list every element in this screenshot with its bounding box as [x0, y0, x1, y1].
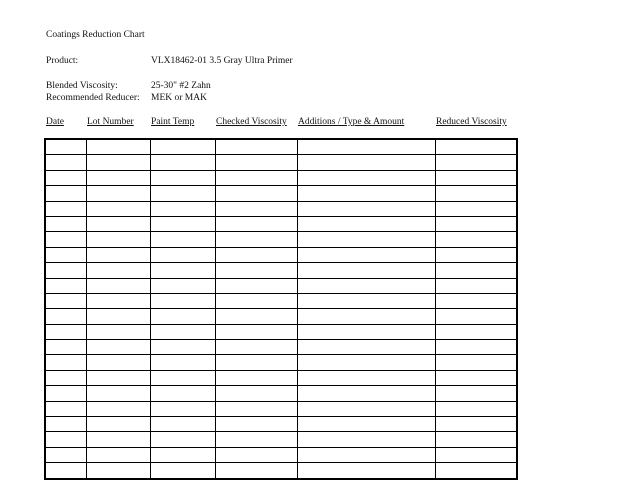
- table-row: [45, 417, 517, 432]
- cell-additions[interactable]: [297, 386, 435, 401]
- cell-lot-number[interactable]: [86, 278, 150, 293]
- cell-paint-temp[interactable]: [150, 216, 215, 231]
- cell-lot-number[interactable]: [86, 417, 150, 432]
- cell-checked-viscosity[interactable]: [215, 201, 297, 216]
- cell-checked-viscosity[interactable]: [215, 370, 297, 385]
- cell-reduced-viscosity[interactable]: [435, 401, 517, 416]
- cell-paint-temp[interactable]: [150, 463, 215, 479]
- cell-paint-temp[interactable]: [150, 201, 215, 216]
- cell-paint-temp[interactable]: [150, 355, 215, 370]
- table-row: [45, 201, 517, 216]
- cell-additions[interactable]: [297, 370, 435, 385]
- product-value: VLX18462-01 3.5 Gray Ultra Primer: [151, 56, 293, 66]
- table-row: [45, 309, 517, 324]
- cell-reduced-viscosity[interactable]: [435, 447, 517, 462]
- cell-additions[interactable]: [297, 216, 435, 231]
- cell-reduced-viscosity[interactable]: [435, 309, 517, 324]
- cell-checked-viscosity[interactable]: [215, 170, 297, 185]
- cell-paint-temp[interactable]: [150, 170, 215, 185]
- cell-reduced-viscosity[interactable]: [435, 247, 517, 262]
- cell-reduced-viscosity[interactable]: [435, 232, 517, 247]
- cell-date[interactable]: [45, 463, 86, 479]
- product-label: Product:: [46, 56, 79, 66]
- cell-date[interactable]: [45, 340, 86, 355]
- cell-date[interactable]: [45, 447, 86, 462]
- cell-checked-viscosity[interactable]: [215, 293, 297, 308]
- cell-date[interactable]: [45, 324, 86, 339]
- cell-checked-viscosity[interactable]: [215, 417, 297, 432]
- cell-date[interactable]: [45, 232, 86, 247]
- cell-additions[interactable]: [297, 186, 435, 201]
- cell-checked-viscosity[interactable]: [215, 186, 297, 201]
- column-header-paint-temp: Paint Temp: [151, 117, 195, 127]
- cell-paint-temp[interactable]: [150, 309, 215, 324]
- cell-reduced-viscosity[interactable]: [435, 216, 517, 231]
- cell-lot-number[interactable]: [86, 355, 150, 370]
- cell-additions[interactable]: [297, 463, 435, 479]
- cell-additions[interactable]: [297, 309, 435, 324]
- table-row: [45, 447, 517, 462]
- cell-lot-number[interactable]: [86, 186, 150, 201]
- cell-date[interactable]: [45, 263, 86, 278]
- cell-paint-temp[interactable]: [150, 247, 215, 262]
- cell-reduced-viscosity[interactable]: [435, 386, 517, 401]
- cell-additions[interactable]: [297, 324, 435, 339]
- cell-checked-viscosity[interactable]: [215, 355, 297, 370]
- cell-checked-viscosity[interactable]: [215, 278, 297, 293]
- cell-paint-temp[interactable]: [150, 263, 215, 278]
- cell-checked-viscosity[interactable]: [215, 324, 297, 339]
- table-row: [45, 247, 517, 262]
- cell-checked-viscosity[interactable]: [215, 340, 297, 355]
- cell-lot-number[interactable]: [86, 170, 150, 185]
- cell-reduced-viscosity[interactable]: [435, 139, 517, 155]
- cell-date[interactable]: [45, 370, 86, 385]
- cell-paint-temp[interactable]: [150, 447, 215, 462]
- cell-reduced-viscosity[interactable]: [435, 201, 517, 216]
- column-header-additions: Additions / Type & Amount: [298, 117, 405, 127]
- table-row: [45, 340, 517, 355]
- cell-additions[interactable]: [297, 170, 435, 185]
- cell-checked-viscosity[interactable]: [215, 386, 297, 401]
- cell-reduced-viscosity[interactable]: [435, 355, 517, 370]
- cell-date[interactable]: [45, 309, 86, 324]
- cell-additions[interactable]: [297, 401, 435, 416]
- reduction-log-table: [44, 138, 518, 480]
- cell-reduced-viscosity[interactable]: [435, 340, 517, 355]
- cell-reduced-viscosity[interactable]: [435, 155, 517, 170]
- recommended-reducer-value: MEK or MAK: [151, 93, 207, 103]
- cell-lot-number[interactable]: [86, 201, 150, 216]
- cell-reduced-viscosity[interactable]: [435, 170, 517, 185]
- cell-lot-number[interactable]: [86, 463, 150, 479]
- cell-date[interactable]: [45, 401, 86, 416]
- cell-checked-viscosity[interactable]: [215, 139, 297, 155]
- cell-lot-number[interactable]: [86, 139, 150, 155]
- table-row: [45, 278, 517, 293]
- cell-additions[interactable]: [297, 247, 435, 262]
- cell-lot-number[interactable]: [86, 232, 150, 247]
- table-row: [45, 170, 517, 185]
- blended-viscosity-value: 25-30" #2 Zahn: [151, 81, 211, 91]
- cell-reduced-viscosity[interactable]: [435, 278, 517, 293]
- cell-checked-viscosity[interactable]: [215, 309, 297, 324]
- cell-lot-number[interactable]: [86, 370, 150, 385]
- cell-lot-number[interactable]: [86, 293, 150, 308]
- cell-reduced-viscosity[interactable]: [435, 186, 517, 201]
- column-header-date: Date: [46, 117, 64, 127]
- cell-reduced-viscosity[interactable]: [435, 463, 517, 479]
- cell-additions[interactable]: [297, 139, 435, 155]
- cell-additions[interactable]: [297, 201, 435, 216]
- document-title: Coatings Reduction Chart: [46, 30, 145, 40]
- cell-additions[interactable]: [297, 278, 435, 293]
- cell-paint-temp[interactable]: [150, 232, 215, 247]
- table-row: [45, 263, 517, 278]
- cell-date[interactable]: [45, 201, 86, 216]
- table-row: [45, 216, 517, 231]
- table-row: [45, 324, 517, 339]
- cell-paint-temp[interactable]: [150, 278, 215, 293]
- recommended-reducer-label: Recommended Reducer:: [46, 93, 140, 103]
- table-row: [45, 401, 517, 416]
- column-header-checked-viscosity: Checked Viscosity: [216, 117, 287, 127]
- cell-reduced-viscosity[interactable]: [435, 370, 517, 385]
- cell-paint-temp[interactable]: [150, 370, 215, 385]
- cell-date[interactable]: [45, 247, 86, 262]
- cell-paint-temp[interactable]: [150, 386, 215, 401]
- cell-lot-number[interactable]: [86, 309, 150, 324]
- table-row: [45, 386, 517, 401]
- column-header-reduced-viscosity: Reduced Viscosity: [436, 117, 507, 127]
- blended-viscosity-label: Blended Viscosity:: [46, 81, 118, 91]
- cell-paint-temp[interactable]: [150, 417, 215, 432]
- cell-date[interactable]: [45, 139, 86, 155]
- cell-checked-viscosity[interactable]: [215, 463, 297, 479]
- cell-date[interactable]: [45, 417, 86, 432]
- cell-checked-viscosity[interactable]: [215, 216, 297, 231]
- cell-additions[interactable]: [297, 293, 435, 308]
- cell-lot-number[interactable]: [86, 386, 150, 401]
- cell-date[interactable]: [45, 293, 86, 308]
- cell-reduced-viscosity[interactable]: [435, 263, 517, 278]
- table-row: [45, 186, 517, 201]
- cell-checked-viscosity[interactable]: [215, 247, 297, 262]
- cell-lot-number[interactable]: [86, 155, 150, 170]
- cell-lot-number[interactable]: [86, 216, 150, 231]
- cell-lot-number[interactable]: [86, 340, 150, 355]
- cell-lot-number[interactable]: [86, 247, 150, 262]
- cell-additions[interactable]: [297, 155, 435, 170]
- cell-checked-viscosity[interactable]: [215, 232, 297, 247]
- cell-lot-number[interactable]: [86, 263, 150, 278]
- table-row: [45, 139, 517, 155]
- cell-paint-temp[interactable]: [150, 139, 215, 155]
- cell-checked-viscosity[interactable]: [215, 155, 297, 170]
- cell-lot-number[interactable]: [86, 447, 150, 462]
- column-header-lot-number: Lot Number: [87, 117, 134, 127]
- cell-additions[interactable]: [297, 232, 435, 247]
- cell-additions[interactable]: [297, 340, 435, 355]
- table-row: [45, 370, 517, 385]
- cell-reduced-viscosity[interactable]: [435, 417, 517, 432]
- cell-date[interactable]: [45, 355, 86, 370]
- cell-date[interactable]: [45, 170, 86, 185]
- cell-paint-temp[interactable]: [150, 186, 215, 201]
- cell-paint-temp[interactable]: [150, 401, 215, 416]
- table-row: [45, 155, 517, 170]
- table-row: [45, 355, 517, 370]
- cell-reduced-viscosity[interactable]: [435, 324, 517, 339]
- cell-reduced-viscosity[interactable]: [435, 293, 517, 308]
- cell-date[interactable]: [45, 155, 86, 170]
- table-row: [45, 293, 517, 308]
- cell-paint-temp[interactable]: [150, 155, 215, 170]
- cell-paint-temp[interactable]: [150, 432, 215, 447]
- cell-date[interactable]: [45, 432, 86, 447]
- cell-date[interactable]: [45, 216, 86, 231]
- table-row: [45, 463, 517, 479]
- cell-checked-viscosity[interactable]: [215, 401, 297, 416]
- cell-lot-number[interactable]: [86, 324, 150, 339]
- cell-additions[interactable]: [297, 417, 435, 432]
- cell-reduced-viscosity[interactable]: [435, 432, 517, 447]
- cell-paint-temp[interactable]: [150, 324, 215, 339]
- cell-additions[interactable]: [297, 263, 435, 278]
- cell-checked-viscosity[interactable]: [215, 447, 297, 462]
- cell-paint-temp[interactable]: [150, 293, 215, 308]
- table-row: [45, 232, 517, 247]
- cell-paint-temp[interactable]: [150, 340, 215, 355]
- cell-additions[interactable]: [297, 447, 435, 462]
- cell-additions[interactable]: [297, 355, 435, 370]
- cell-lot-number[interactable]: [86, 401, 150, 416]
- cell-date[interactable]: [45, 278, 86, 293]
- cell-lot-number[interactable]: [86, 432, 150, 447]
- cell-checked-viscosity[interactable]: [215, 432, 297, 447]
- cell-date[interactable]: [45, 186, 86, 201]
- table-row: [45, 432, 517, 447]
- cell-date[interactable]: [45, 386, 86, 401]
- cell-checked-viscosity[interactable]: [215, 263, 297, 278]
- reduction-log-body: [45, 139, 517, 479]
- cell-additions[interactable]: [297, 432, 435, 447]
